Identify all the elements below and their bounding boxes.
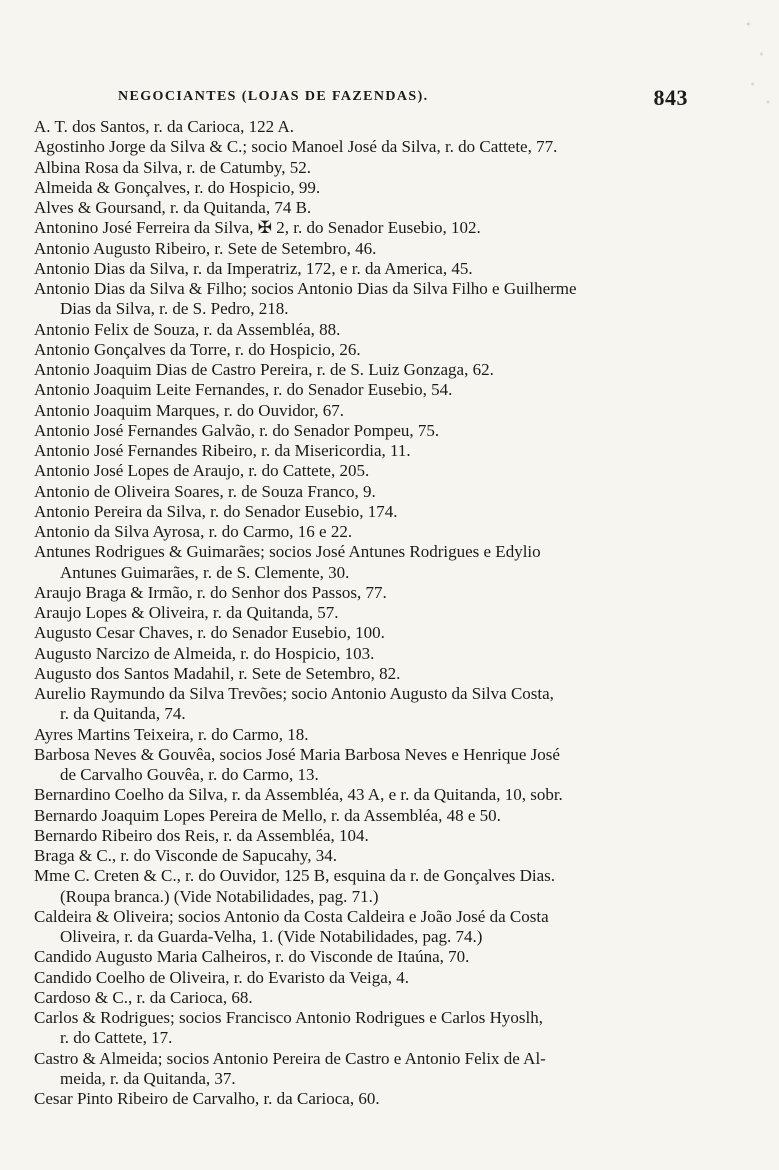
entry-continuation-line: meida, r. da Quitanda, 37. <box>60 1068 236 1088</box>
list-item <box>34 785 754 805</box>
list-item <box>34 441 754 461</box>
entry-line: Augusto Narcizo de Almeida, r. do Hospicio, 103. <box>34 643 375 663</box>
list-item <box>34 461 754 481</box>
list-item <box>34 907 754 948</box>
entry-line: Antonio José Fernandes Ribeiro, r. da Misericordia, 11. <box>34 441 411 460</box>
list-item <box>34 360 754 380</box>
entry-line: Antonio Joaquim Leite Fernandes, r. do Senador Eusebio, 54. <box>34 380 453 400</box>
list-item <box>34 1008 754 1049</box>
entry-line: Candido Coelho de Oliveira, r. do Evaristo da Veiga, 4. <box>34 967 410 987</box>
entry-line: Araujo Lopes & Oliveira, r. da Quitanda, 57. <box>34 603 339 622</box>
list-item <box>34 522 754 542</box>
entry-line: Antonio Gonçalves da Torre, r. do Hospicio, 26. <box>34 339 361 359</box>
page-title: NEGOCIANTES (LOJAS DE FAZENDAS). <box>118 89 429 104</box>
list-item <box>34 380 754 400</box>
entry-line: Antonio de Oliveira Soares, r. de Souza Franco, 9. <box>34 481 376 501</box>
list-item <box>34 947 754 967</box>
merchant-list <box>34 117 754 1109</box>
list-item <box>34 320 754 340</box>
list-item <box>34 137 754 157</box>
entry-line: Antonio Augusto Ribeiro, r. Sete de Setembro, 46. <box>34 238 377 258</box>
entry-continuation-line: Antunes Guimarães, r. de S. Clemente, 30. <box>60 562 350 582</box>
entry-line: Araujo Braga & Irmão, r. do Senhor dos Passos, 77. <box>34 582 387 602</box>
entry-line: Albina Rosa da Silva, r. de Catumby, 52. <box>34 157 312 177</box>
list-item <box>34 117 754 137</box>
entry-continuation-line: de Carvalho Gouvêa, r. do Carmo, 13. <box>60 765 319 784</box>
entry-line: Antonio Dias da Silva & Filho; socios Antonio Dias da Silva Filho e Guilherme <box>34 279 577 298</box>
entry-line: Aurelio Raymundo da Silva Trevões; socio Antonio Augusto da Silva Costa, <box>34 684 554 703</box>
entry-line: Cesar Pinto Ribeiro de Carvalho, r. da Carioca, 60. <box>34 1089 380 1108</box>
entry-line: A. T. dos Santos, r. da Carioca, 122 A. <box>34 117 295 136</box>
entry-line: Antonio Joaquim Marques, r. do Ouvidor, 67. <box>34 400 345 420</box>
list-item <box>34 745 754 786</box>
entry-line: Antonio Felix de Souza, r. da Assembléa, 88. <box>34 319 341 339</box>
entry-line: Bernardo Joaquim Lopes Pereira de Mello, r. da Assembléa, 48 e 50. <box>34 805 501 825</box>
list-item <box>34 482 754 502</box>
entry-continuation-line: (Roupa branca.) (Vide Notabilidades, pag. 71.) <box>60 886 379 906</box>
list-item <box>34 968 754 988</box>
entry-line: Almeida & Gonçalves, r. do Hospicio, 99. <box>34 177 321 197</box>
entry-line: Antunes Rodrigues & Guimarães; socios José Antunes Rodrigues e Edylio <box>34 542 541 562</box>
entry-line: Antonino José Ferreira da Silva, ✠ 2, r. do Senador Eusebio, 102. <box>34 218 481 238</box>
entry-continuation-line: Oliveira, r. da Guarda-Velha, 1. (Vide Notabilidades, pag. 74.) <box>60 927 483 946</box>
entry-line: Mme C. Creten & C., r. do Ouvidor, 125 B, esquina da r. de Gonçalves Dias. <box>34 866 556 886</box>
entry-line: Antonio Joaquim Dias de Castro Pereira, r. de S. Luiz Gonzaga, 62. <box>34 360 494 379</box>
list-item <box>34 421 754 441</box>
list-item <box>34 603 754 623</box>
list-item <box>34 502 754 522</box>
list-item <box>34 583 754 603</box>
entry-line: Antonio José Lopes de Araujo, r. do Cattete, 205. <box>34 461 370 481</box>
list-item <box>34 866 754 907</box>
page-header <box>118 85 688 113</box>
entry-continuation-line: Dias da Silva, r. de S. Pedro, 218. <box>60 299 289 319</box>
entry-line: Antonio da Silva Ayrosa, r. do Carmo, 16 e 22. <box>34 522 353 541</box>
entry-line: Barbosa Neves & Gouvêa, socios José Maria Barbosa Neves e Henrique José <box>34 744 560 764</box>
list-item <box>34 664 754 684</box>
entry-line: Castro & Almeida; socios Antonio Pereira de Castro e Antonio Felix de Al- <box>34 1048 546 1068</box>
entry-continuation-line: r. da Quitanda, 74. <box>60 704 186 724</box>
page-edge-marks <box>735 0 779 120</box>
list-item <box>34 846 754 866</box>
list-item <box>34 401 754 421</box>
list-item <box>34 1049 754 1090</box>
page-number: 843 <box>653 85 688 110</box>
list-item <box>34 826 754 846</box>
entry-line: Antonio José Fernandes Galvão, r. do Senador Pompeu, 75. <box>34 420 440 440</box>
list-item <box>34 988 754 1008</box>
entry-line: Bernardino Coelho da Silva, r. da Assembléa, 43 A, e r. da Quitanda, 10, sobr. <box>34 785 563 805</box>
entry-line: Caldeira & Oliveira; socios Antonio da Costa Caldeira e João José da Costa <box>34 906 549 926</box>
list-item <box>34 644 754 664</box>
entry-line: Alves & Goursand, r. da Quitanda, 74 B. <box>34 198 312 217</box>
list-item <box>34 623 754 643</box>
entry-line: Antonio Pereira da Silva, r. do Senador Eusebio, 174. <box>34 501 398 521</box>
entry-line: Augusto dos Santos Madahil, r. Sete de Setembro, 82. <box>34 663 401 683</box>
entry-line: Antonio Dias da Silva, r. da Imperatriz, 172, e r. da America, 45. <box>34 258 473 278</box>
list-item <box>34 198 754 218</box>
list-item <box>34 806 754 826</box>
list-item <box>34 239 754 259</box>
list-item <box>34 218 754 238</box>
entry-line: Augusto Cesar Chaves, r. do Senador Eusebio, 100. <box>34 623 385 643</box>
list-item <box>34 340 754 360</box>
entry-line: Cardoso & C., r. da Carioca, 68. <box>34 987 253 1007</box>
list-item <box>34 158 754 178</box>
entry-line: Candido Augusto Maria Calheiros, r. do Visconde de Itaúna, 70. <box>34 947 470 967</box>
entry-line: Agostinho Jorge da Silva & C.; socio Manoel José da Silva, r. do Cattete, 77. <box>34 137 558 157</box>
list-item <box>34 684 754 725</box>
entry-line: Bernardo Ribeiro dos Reis, r. da Assembléa, 104. <box>34 825 369 845</box>
entry-line: Braga & C., r. do Visconde de Sapucahy, 34. <box>34 846 338 865</box>
list-item <box>34 259 754 279</box>
list-item <box>34 542 754 583</box>
entry-line: Ayres Martins Teixeira, r. do Carmo, 18. <box>34 724 309 744</box>
list-item <box>34 725 754 745</box>
list-item <box>34 178 754 198</box>
list-item <box>34 1089 754 1109</box>
entry-continuation-line: r. do Cattete, 17. <box>60 1028 173 1048</box>
entry-line: Carlos & Rodrigues; socios Francisco Antonio Rodrigues e Carlos Hyoslh, <box>34 1008 544 1027</box>
list-item <box>34 279 754 320</box>
